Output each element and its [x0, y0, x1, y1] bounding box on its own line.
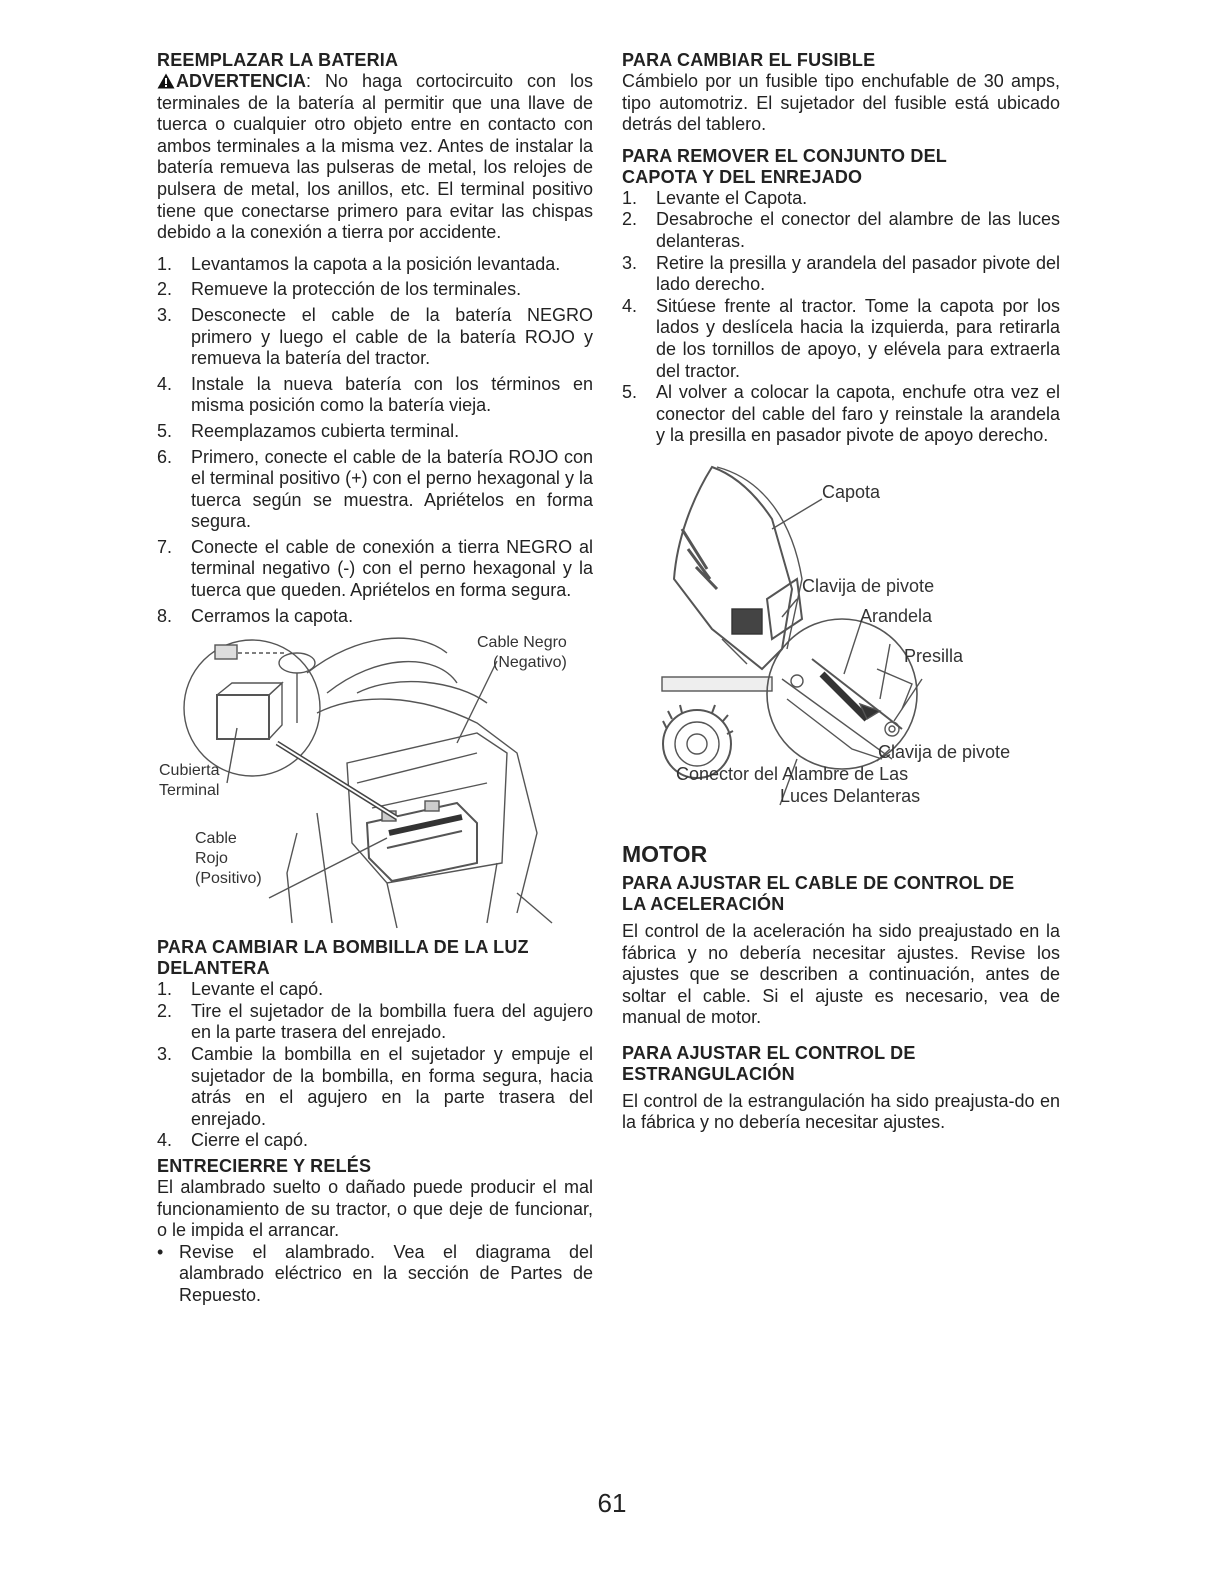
choke-section-title: PARA AJUSTAR EL CONTROL DE ESTRANGULACIÓN — [622, 1042, 916, 1084]
list-item: 4. Instale la nueva batería con los términos en misma posición como la batería vieja. — [157, 373, 593, 416]
label-positive: (Positivo) — [195, 870, 262, 888]
warning-label: ADVERTENCIA — [176, 71, 307, 91]
list-item: 1. Levante el Capota. — [622, 187, 808, 208]
label-red: Rojo — [195, 850, 228, 868]
label-clip: Presilla — [904, 645, 964, 666]
battery-steps — [157, 254, 593, 628]
battery-section-title: REEMPLAZAR LA BATERIA — [157, 50, 399, 70]
list-item: 2. Tire el sujetador de la bombilla fuera del agujero en la parte trasera del enrejado. — [157, 1000, 593, 1043]
motor-section-title: MOTOR — [622, 840, 708, 867]
label-capota: Capota — [822, 481, 881, 502]
list-item: 2. Remueve la protección de los terminales. — [157, 279, 522, 300]
list-item: 6. Primero, conecte el cable de la batería ROJO con el terminal positivo (+) con el perno hexagonal y la tuerca según se muestra. Apriételos en forma segura. — [157, 446, 593, 532]
list-item: 3. Cambie la bombilla en el sujetador y empuje el sujetador de la bombilla, en forma segura, hacia atrás en el agujero en la parte trasera del enrejado. — [157, 1044, 593, 1129]
list-item: 5. Reemplazamos cubierta terminal. — [157, 420, 460, 441]
list-item: 1. Levante el capó. — [157, 979, 324, 1000]
list-item: • Revise el alambrado. Vea el diagrama del alambrado eléctrico en la sección de Partes de Repuesto. — [157, 1241, 593, 1305]
list-item: 5. Al volver a colocar la capota, enchufe otra vez el conector del cable del faro y reinstale la arandela y la presilla en pasador pivote de apoyo derecho. — [622, 382, 1060, 446]
label-pivot-pin-bottom: Clavija de pivote — [878, 741, 1011, 762]
label-terminal: Terminal — [159, 782, 220, 800]
wiring-bullets — [157, 1242, 593, 1307]
label-washer: Arandela — [860, 605, 933, 626]
list-item: 3. Retire la presilla y arandela del pasador pivote del lado derecho. — [622, 252, 1060, 295]
label-connector-line2: Luces Delanteras — [780, 785, 921, 806]
bulb-section-title: PARA CAMBIAR LA BOMBILLA DE LA LUZ DELANTERA — [157, 937, 529, 979]
warning-text: : No haga cortocircuito con los terminales de la batería al permitir que una llave de tuerca o cualquier otro objeto entre en contacto con ambos terminales a la misma vez. Antes de instalar la batería remueva las pulseras de metal, los relojes de pulsera de metal, los anillos, etc. El terminal positivo tiene que conectarse primero para evitar las chispas debido a la conexión a tierra por accidente. — [157, 71, 593, 243]
right-column — [622, 50, 1060, 1134]
label-cover: Cubierta — [159, 762, 220, 780]
hood-illustration — [622, 459, 1060, 831]
list-item: 4. Cierre el capó. — [157, 1130, 309, 1151]
warning-triangle-icon — [157, 73, 175, 89]
label-pivot-pin-top: Clavija de pivote — [802, 575, 935, 596]
list-item: 3. Desconecte el cable de la batería NEGRO primero y luego el cable de la batería ROJO y remueva la batería del tractor. — [157, 304, 593, 369]
label-negative: (Negativo) — [493, 654, 567, 672]
label-connector-line1: Conector del Alambre de Las — [676, 763, 909, 784]
throttle-text: El control de la aceleración ha sido preajustado en la fábrica y no debería necesitar ajustes. Revise los ajustes que se describen a continuación, antes de soltar el cable. Si el ajuste es necesario, vea de manual de motor. — [622, 920, 1060, 1028]
bulb-steps — [157, 979, 593, 1152]
list-item: 2. Desabroche el conector del alambre de las luces delanteras. — [622, 209, 1060, 251]
page-number: 61 — [597, 1488, 627, 1518]
fuse-section-title: PARA CAMBIAR EL FUSIBLE — [622, 50, 876, 70]
wiring-section-title: ENTRECIERRE Y RELÉS — [157, 1156, 372, 1176]
choke-text: El control de la estrangulación ha sido preajusta-do en la fábrica y no debería necesitar ajustes. — [622, 1090, 1060, 1133]
fuse-text: Cámbielo por un fusible tipo enchufable de 30 amps, tipo automotriz. El sujetador del fusible está ubicado detrás del tablero. — [622, 71, 1060, 135]
list-item: 4. Sitúese frente al tractor. Tome la capota por los lados y deslícela hacia la izquierda, para retirarla de los tornillos de apoyo, y elévela para extraerla del tractor. — [622, 295, 1060, 381]
list-item: 7. Conecte el cable de conexión a tierra NEGRO al terminal negativo (-) con el perno hexagonal y la tuerca que queden. Apriételos en forma segura. — [157, 536, 593, 601]
throttle-section-title: PARA AJUSTAR EL CABLE DE CONTROL DE LA ACELERACIÓN — [622, 872, 1015, 914]
wiring-text: El alambrado suelto o dañado puede producir el mal funcionamiento de su tractor, o que deje de funcionar, o le impida el arrancar. — [157, 1177, 593, 1241]
battery-illustration — [157, 633, 593, 933]
list-item: 8. Cerramos la capota. — [157, 605, 354, 626]
hood-steps — [622, 188, 1060, 447]
battery-warning — [157, 71, 593, 244]
label-black-cable: Cable Negro — [477, 634, 567, 652]
list-item: 1. Levantamos la capota a la posición levantada. — [157, 253, 561, 274]
label-cable: Cable — [195, 830, 237, 848]
hood-section-title: PARA REMOVER EL CONJUNTO DEL CAPOTA Y DEL ENREJADO — [622, 145, 947, 187]
left-column — [157, 50, 593, 1307]
